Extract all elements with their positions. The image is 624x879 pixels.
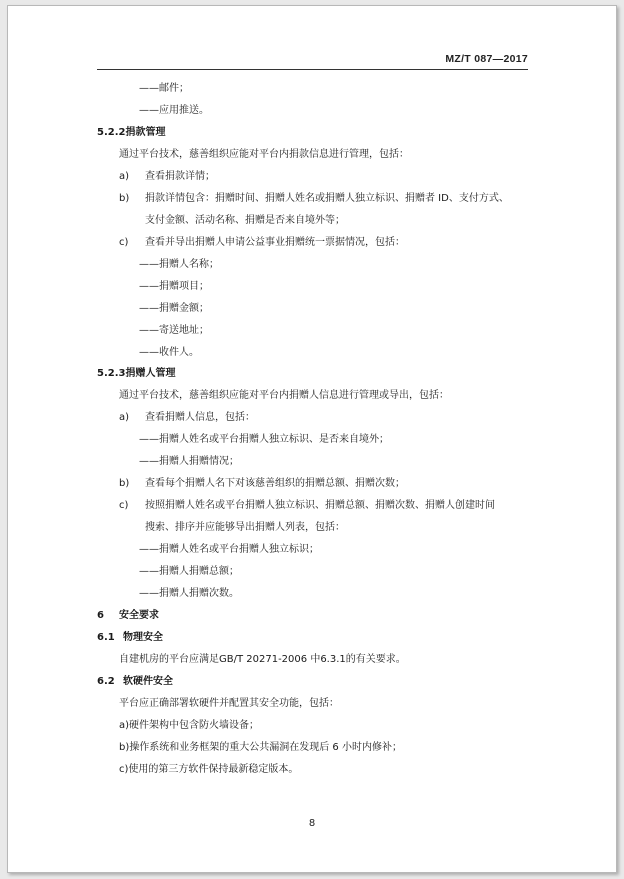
list-item: a) 查看捐赠人信息，包括： [119, 412, 255, 423]
document-page [7, 5, 617, 873]
list-item: a) 查看捐款详情； [119, 171, 215, 182]
paragraph: 自建机房的平台应满足GB/T 20271-2006 中6.3.1的有关要求。 [119, 654, 406, 665]
section-heading-5-2-3: 5.2.3捐赠人管理 [97, 368, 176, 379]
page-body [8, 6, 616, 872]
list-item-continuation: 支付金额、活动名称、捐赠是否来自境外等； [145, 215, 345, 226]
section-heading-6: 6 安全要求 [97, 610, 159, 621]
paragraph: 通过平台技术，慈善组织应能对平台内捐赠人信息进行管理或导出，包括： [119, 390, 449, 401]
list-item: c) 按照捐赠人姓名或平台捐赠人独立标识、捐赠总额、捐赠次数、捐赠人创建时间 [119, 500, 495, 511]
list-item: b)操作系统和业务框架的重大公共漏洞在发现后 6 小时内修补； [119, 742, 402, 753]
section-heading-6-2: 6.2 软硬件安全 [97, 676, 173, 687]
list-item: c) 查看并导出捐赠人申请公益事业捐赠统一票据情况，包括： [119, 237, 405, 248]
list-item-continuation: 搜索、排序并应能够导出捐赠人列表，包括： [145, 522, 345, 533]
list-dash-item: ——捐赠金额； [139, 303, 209, 314]
section-heading-5-2-2: 5.2.2捐款管理 [97, 127, 166, 138]
list-dash-item: ——捐赠项目； [139, 281, 209, 292]
standard-code: MZ/T 087—2017 [445, 53, 528, 65]
section-heading-6-1: 6.1 物理安全 [97, 632, 163, 643]
list-item: a)硬件架构中包含防火墙设备； [119, 720, 260, 731]
list-dash-item: ——捐赠人捐赠情况； [139, 456, 239, 467]
list-dash-item: ——应用推送。 [139, 105, 209, 116]
list-item: b) 查看每个捐赠人名下对该慈善组织的捐赠总额、捐赠次数； [119, 478, 405, 489]
list-item: c)使用的第三方软件保持最新稳定版本。 [119, 764, 299, 775]
paragraph: 平台应正确部署软硬件并配置其安全功能，包括： [119, 698, 339, 709]
list-dash-item: ——捐赠人名称； [139, 259, 219, 270]
list-dash-item: ——捐赠人捐赠次数。 [139, 588, 239, 599]
list-dash-item: ——捐赠人姓名或平台捐赠人独立标识； [139, 544, 319, 555]
list-dash-item: ——邮件； [139, 83, 189, 94]
list-dash-item: ——寄送地址； [139, 325, 209, 336]
list-dash-item: ——收件人。 [139, 347, 199, 358]
list-item: b) 捐款详情包含：捐赠时间、捐赠人姓名或捐赠人独立标识、捐赠者 ID、支付方式、 [119, 193, 509, 204]
list-dash-item: ——捐赠人姓名或平台捐赠人独立标识、是否来自境外； [139, 434, 389, 445]
paragraph: 通过平台技术，慈善组织应能对平台内捐款信息进行管理，包括： [119, 149, 409, 160]
list-dash-item: ——捐赠人捐赠总额； [139, 566, 239, 577]
page-number: 8 [308, 818, 316, 829]
